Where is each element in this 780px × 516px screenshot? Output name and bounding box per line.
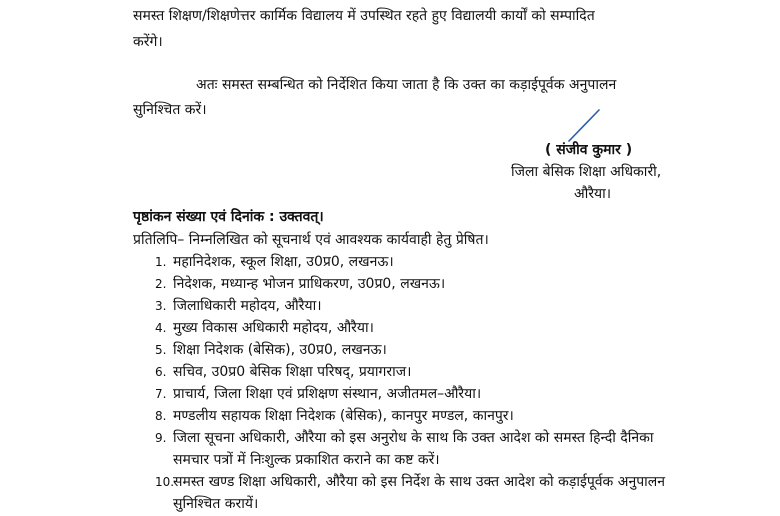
list-item-number: 7. xyxy=(155,387,167,401)
signature-stroke xyxy=(563,108,603,144)
list-item-text: मुख्य विकास अधिकारी महोदय, औरैया। xyxy=(173,320,374,336)
copy-to-intro: प्रतिलिपि– निम्नलिखित को सूचनार्थ एवं आवश्यक कार्यवाही हेतु प्रेषित। xyxy=(133,232,489,248)
list-item-number: 8. xyxy=(155,409,167,423)
list-item-text: महानिदेशक, स्कूल शिक्षा, उ0प्र0, लखनऊ। xyxy=(173,254,394,270)
list-item-text: शिक्षा निदेशक (बेसिक), उ0प्र0, लखनऊ। xyxy=(173,342,387,358)
paragraph-2-line-1: अतः समस्त सम्बन्धित को निर्देशित किया जाता है कि उक्त का कड़ाईपूर्वक अनुपालन xyxy=(196,77,617,93)
list-item-text: मण्डलीय सहायक शिक्षा निदेशक (बेसिक), कानपुर मण्डल, कानपुर। xyxy=(173,408,514,424)
list-item xyxy=(133,273,693,295)
list-item-number: 5. xyxy=(155,343,167,357)
list-item xyxy=(133,383,693,405)
copy-to-list xyxy=(133,251,693,515)
list-item xyxy=(133,427,693,471)
list-item-text: निदेशक, मध्यान्ह भोजन प्राधिकरण, उ0प्र0, लखनऊ। xyxy=(173,276,446,292)
list-item-text: जिलाधिकारी महोदय, औरैया। xyxy=(173,298,322,314)
list-item xyxy=(133,251,693,273)
list-item-text: सचिव, उ0प्र0 बेसिक शिक्षा परिषद्, प्रयागराज। xyxy=(173,364,412,380)
list-item-number: 6. xyxy=(155,365,167,379)
list-item-number: 9. xyxy=(155,431,167,445)
paragraph-1-line-2: करेंगे। xyxy=(133,34,163,50)
list-item xyxy=(133,471,693,515)
list-item-text: जिला सूचना अधिकारी, औरैया को इस अनुरोध के साथ कि उक्त आदेश को समस्त हिन्दी दैनिका समचार पत्रों में निःशुल्क प्रकाशित कराने का कष्ट करें। xyxy=(173,430,654,468)
list-item-number: 3. xyxy=(155,299,167,313)
list-item-number: 1. xyxy=(155,255,167,269)
list-item xyxy=(133,339,693,361)
list-item xyxy=(133,361,693,383)
list-item-number: 10. xyxy=(155,475,175,489)
paragraph-1-line-1: समस्त शिक्षण/शिक्षणेत्तर कार्मिक विद्यालय में उपस्थित रहते हुए विद्यालयी कार्यों को सम्पादित xyxy=(133,8,595,24)
list-item-text: समस्त खण्ड शिक्षा अधिकारी, औरैया को इस निर्देश के साथ उक्त आदेश को कड़ाईपूर्वक अनुपालन सुनिश्चित करायें। xyxy=(173,474,666,512)
endorsement-reference: पृष्ठांकन संख्या एवं दिनांक : उक्तवत्। xyxy=(133,209,324,225)
list-item-number: 4. xyxy=(155,321,167,335)
paragraph-2-line-2: सुनिश्चित करें। xyxy=(133,102,207,118)
list-item xyxy=(133,405,693,427)
signatory-place: औरैया। xyxy=(574,186,612,202)
list-item xyxy=(133,295,693,317)
signatory-name: ( संजीव कुमार ) xyxy=(545,142,633,158)
signatory-designation: जिला बेसिक शिक्षा अधिकारी, xyxy=(511,164,662,180)
list-item-text: प्राचार्य, जिला शिक्षा एवं प्रशिक्षण संस्थान, अजीतमल–औरैया। xyxy=(173,386,482,402)
list-item xyxy=(133,317,693,339)
list-item-number: 2. xyxy=(155,277,167,291)
